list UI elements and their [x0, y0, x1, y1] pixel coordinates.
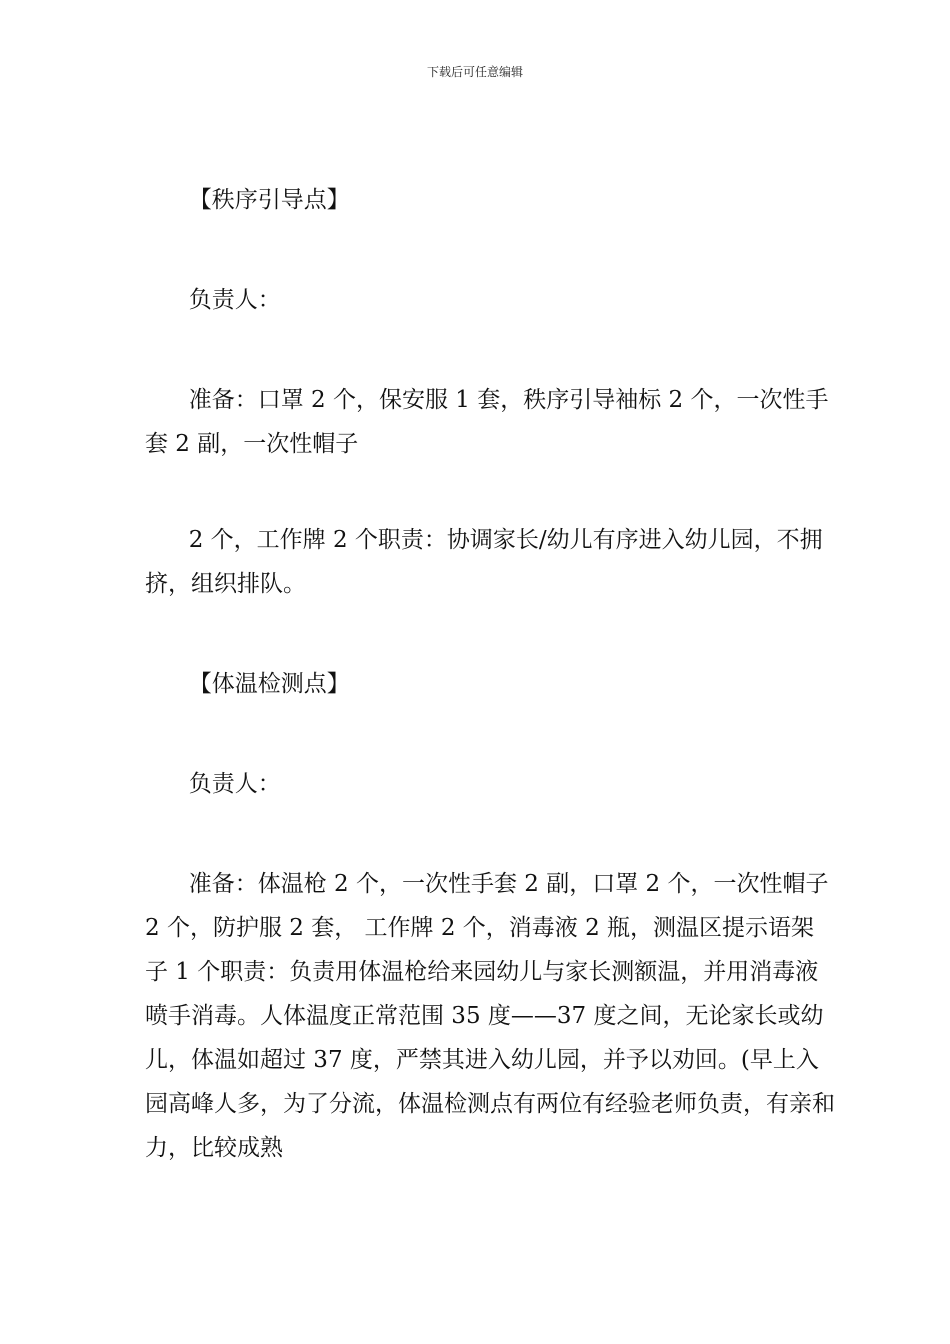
- spacer: [145, 806, 835, 862]
- document-body: [145, 178, 835, 1170]
- section-title-temperature: 【体温检测点】: [188, 671, 350, 697]
- duty-order: 2 个，工作牌 2 个职责：协调家长/幼儿有序进入幼儿园，不拥挤，组织排队。: [145, 527, 823, 597]
- header-note: 下载后可任意编辑: [426, 65, 523, 79]
- person-in-charge-temperature: 负责人：: [188, 771, 281, 797]
- spacer: [145, 466, 835, 518]
- spacer: [145, 706, 835, 762]
- preparation-order: 准备：口罩 2 个，保安服 1 套，秩序引导袖标 2 个，一次性手套 2 副，一次性帽子: [145, 387, 829, 457]
- spacer: [145, 222, 835, 278]
- section-title-order: 【秩序引导点】: [188, 187, 350, 213]
- person-in-charge-order: 负责人：: [188, 287, 281, 313]
- spacer: [145, 322, 835, 378]
- preparation-and-duty-temperature: 准备：体温枪 2 个，一次性手套 2 副，口罩 2 个，一次性帽子 2 个，防护服 2 套， 工作牌 2 个，消毒液 2 瓶，测温区提示语架子 1 个职责：负责用体温枪给来园幼儿与家长测额温，并用消毒液喷手消毒。人体温度正常范围 35 度——37 度之间，无论家长或幼儿，体温如超过 37 度，严禁其进入幼儿园，并予以劝回。(早上入园高峰人多，为了分流，体温检测点有两位有经验老师负责，有亲和力，比较成熟: [145, 871, 835, 1161]
- spacer: [145, 606, 835, 662]
